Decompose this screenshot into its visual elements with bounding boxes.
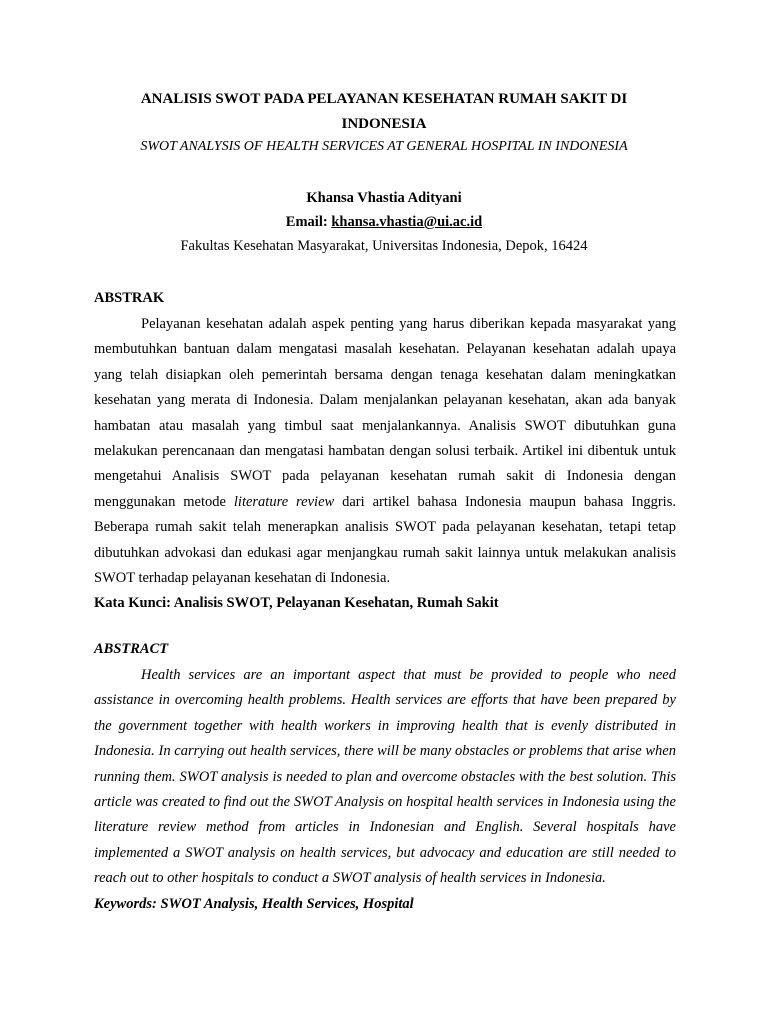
abstrak-keywords: Kata Kunci: Analisis SWOT, Pelayanan Kesehatan, Rumah Sakit (94, 595, 499, 612)
email-label: Email: (285, 214, 332, 230)
abstrak-body-text-1: Pelayanan kesehatan adalah aspek penting yang harus diberikan kepada masyarakat yang membutuhkan bantuan dalam mengatasi masalah kesehatan. Pelayanan kesehatan adalah upaya yang telah disiapkan oleh pemerintah bersama dengan tenaga kesehatan dalam meningkatkan kesehatan yang merata di Indonesia. Dalam menjalankan pelayanan kesehatan, akan ada banyak hambatan atau masalah yang timbul saat menjalankannya. Analisis SWOT dibutuhkan guna melakukan perencanaan dan mengatasi hambatan dengan solusi terbaik. Artikel ini dibentuk untuk mengetahui Analisis SWOT pada pelayanan kesehatan rumah sakit di Indonesia dengan menggunakan metode (94, 316, 676, 510)
author-email-line (94, 211, 674, 233)
abstract-heading: ABSTRACT (94, 641, 169, 657)
abstract-keywords: Keywords: SWOT Analysis, Health Services, Hospital (94, 895, 414, 912)
paper-title: ANALISIS SWOT PADA PELAYANAN KESEHATAN RUMAH SAKIT DI INDONESIA (140, 91, 628, 132)
paper-subtitle: SWOT ANALYSIS OF HEALTH SERVICES AT GENERAL HOSPITAL IN INDONESIA (140, 139, 628, 154)
author-name: Khansa Vhastia Adityani (306, 190, 462, 206)
abstrak-body (94, 312, 676, 591)
abstrak-section (94, 287, 676, 617)
abstract-body: Health services are an important aspect that must be provided to people who need assistance in overcoming health problems. Health services are efforts that have been prepared by the government together with health workers in improving health that is evenly distributed in Indonesia. In carrying out health services, there will be many obstacles or problems that arise when running them. SWOT analysis is needed to plan and overcome obstacles with the best solution. This article was created to find out the SWOT Analysis on hospital health services in Indonesia using the literature review method from articles in Indonesian and English. Several hospitals have implemented a SWOT analysis on health services, but advocacy and education are still needed to reach out to other hospitals to conduct a SWOT analysis of health services in Indonesia. (94, 667, 676, 887)
abstrak-body-italic: literature review (233, 493, 335, 510)
abstract-section (94, 638, 676, 917)
abstrak-body-text-2: dari artikel bahasa Indonesia maupun bahasa Inggris. Beberapa rumah sakit telah menerapkan analisis SWOT pada pelayanan kesehatan, tetapi tetap dibutuhkan advokasi dan edukasi agar menjangkau rumah sakit lainnya untuk melakukan analisis SWOT terhadap pelayanan kesehatan di Indonesia. (94, 493, 676, 587)
email-link[interactable]: khansa.vhastia@ui.ac.id (331, 214, 483, 230)
abstrak-heading: ABSTRAK (94, 290, 165, 306)
author-affiliation: Fakultas Kesehatan Masyarakat, Universitas Indonesia, Depok, 16424 (180, 238, 588, 254)
